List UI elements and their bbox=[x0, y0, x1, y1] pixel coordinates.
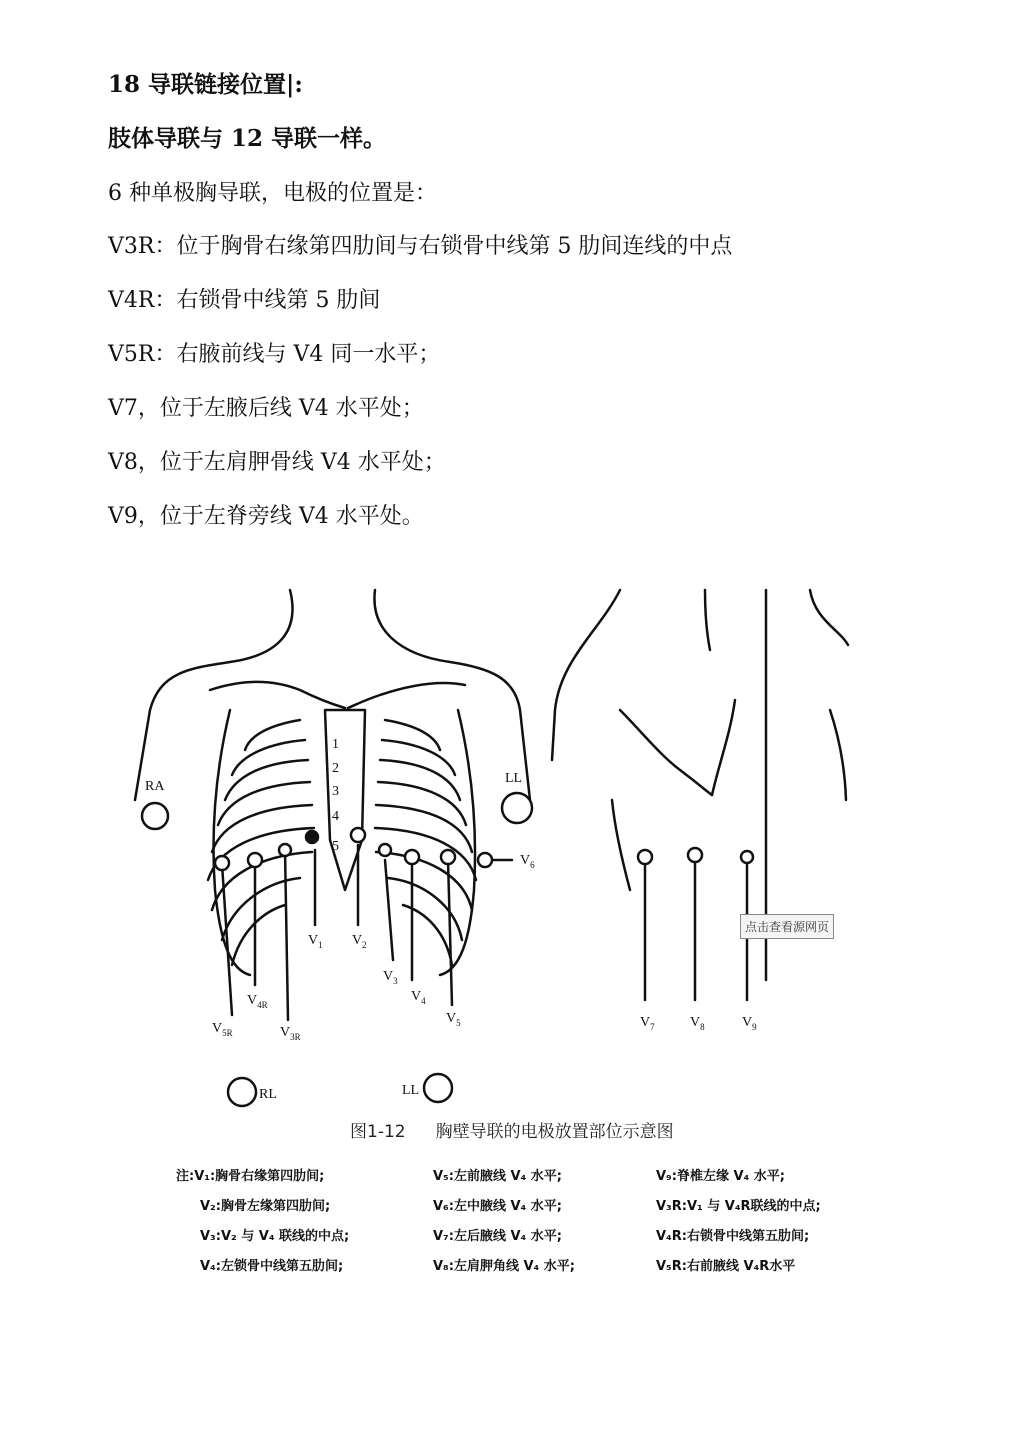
note-item: V₆:左中腋线 V₄ 水平; bbox=[433, 1199, 562, 1214]
note-item: 注:V₁:胸骨右缘第四肋间; bbox=[176, 1169, 325, 1184]
torso-outline bbox=[135, 590, 293, 800]
v8-electrode bbox=[688, 848, 702, 862]
figure-caption bbox=[350, 1117, 674, 1142]
v9-label: $V_9$ bbox=[742, 1015, 757, 1032]
v6-electrode bbox=[478, 853, 492, 867]
lead-v8-text: V8，位于左肩胛骨线 V4 水平处； bbox=[108, 450, 446, 475]
note-item: V₄R:右锁骨中线第五肋间; bbox=[656, 1229, 810, 1244]
notes-column-2 bbox=[433, 1162, 575, 1282]
lead-v3r-text: V3R：位于胸骨右缘第四肋间与右锁骨中线第 5 肋间连线的中点 bbox=[108, 234, 733, 259]
left-clavicle bbox=[348, 683, 465, 708]
rl-label: RL bbox=[259, 1087, 277, 1102]
v5-label: $V_5$ bbox=[446, 1011, 461, 1028]
ll-electrode-top bbox=[502, 793, 532, 823]
lead-v7-text: V7，位于左腋后线 V4 水平处； bbox=[108, 396, 424, 421]
rl-electrode bbox=[228, 1078, 256, 1106]
back-outline-right bbox=[705, 590, 710, 650]
v3-electrode bbox=[379, 844, 391, 856]
heading: 18 导联链接位置|: bbox=[108, 71, 303, 98]
note-item: V₅R:右前腋线 V₄R水平 bbox=[656, 1259, 796, 1274]
v2-electrode bbox=[351, 828, 365, 842]
v7-electrode bbox=[638, 850, 652, 864]
v1-label: $V_1$ bbox=[308, 933, 323, 950]
chest-lead-diagram bbox=[0, 560, 1024, 1110]
v5-electrode bbox=[441, 850, 455, 864]
v3r-label: $V_{3R}$ bbox=[280, 1025, 301, 1042]
ra-label: RA bbox=[145, 779, 165, 794]
rib-number: 5 bbox=[332, 839, 339, 854]
subheading: 肢体导联与 12 导联一样。 bbox=[108, 125, 387, 152]
v1-electrode bbox=[306, 831, 318, 843]
v7-label: $V_7$ bbox=[640, 1015, 655, 1032]
rib-number: 3 bbox=[332, 784, 339, 799]
notes-column-1 bbox=[176, 1162, 350, 1282]
ll-label-bottom: LL bbox=[402, 1083, 420, 1098]
note-item: V₄:左锁骨中线第五肋间; bbox=[200, 1259, 344, 1274]
rib-number: 1 bbox=[332, 737, 339, 752]
v6-label: $V_6$ bbox=[520, 853, 535, 870]
v5r-electrode bbox=[215, 856, 229, 870]
ll-electrode-bottom bbox=[424, 1074, 452, 1102]
note-item: V₈:左肩胛角线 V₄ 水平; bbox=[433, 1259, 575, 1274]
intro-text: 6 种单极胸导联，电极的位置是： bbox=[108, 181, 437, 206]
rib-numbers bbox=[332, 737, 339, 854]
right-clavicle bbox=[210, 682, 345, 708]
v4-electrode bbox=[405, 850, 419, 864]
lead-v5r-text: V5R：右腋前线与 V4 同一水平； bbox=[108, 342, 441, 367]
v9-electrode bbox=[741, 851, 753, 863]
notes-column-3 bbox=[656, 1162, 821, 1282]
lead-v9-text: V9，位于左脊旁线 V4 水平处。 bbox=[108, 504, 424, 529]
note-item: V₉:脊椎左缘 V₄ 水平; bbox=[656, 1169, 785, 1184]
v2-label: $V_2$ bbox=[352, 933, 367, 950]
back-outline-left bbox=[552, 590, 620, 760]
note-item: V₃:V₂ 与 V₄ 联线的中点; bbox=[200, 1229, 350, 1244]
lead-v4r-text: V4R：右锁骨中线第 5 肋间 bbox=[108, 288, 381, 313]
rib-number: 2 bbox=[332, 761, 339, 776]
v5r-label: $V_{5R}$ bbox=[212, 1021, 233, 1038]
note-item: V₃R:V₁ 与 V₄R联线的中点; bbox=[656, 1199, 821, 1214]
note-item: V₂:胸骨左缘第四肋间; bbox=[200, 1199, 331, 1214]
ll-label-top: LL bbox=[505, 771, 523, 786]
v4-label: $V_4$ bbox=[411, 989, 426, 1006]
v4r-label: $V_{4R}$ bbox=[247, 993, 268, 1010]
note-item: V₅:左前腋线 V₄ 水平; bbox=[433, 1169, 562, 1184]
v3r-electrode bbox=[279, 844, 291, 856]
v8-label: $V_8$ bbox=[690, 1015, 705, 1032]
view-source-button[interactable]: 点击查看源网页 bbox=[740, 914, 834, 939]
caption-text: 胸壁导联的电极放置部位示意图 bbox=[435, 1122, 674, 1142]
ra-electrode bbox=[142, 803, 168, 829]
caption-number: 图1-12 bbox=[350, 1122, 406, 1142]
v4r-electrode bbox=[248, 853, 262, 867]
v3-label: $V_3$ bbox=[383, 969, 398, 986]
note-item: V₇:左后腋线 V₄ 水平; bbox=[433, 1229, 562, 1244]
rib-number: 4 bbox=[332, 809, 339, 824]
